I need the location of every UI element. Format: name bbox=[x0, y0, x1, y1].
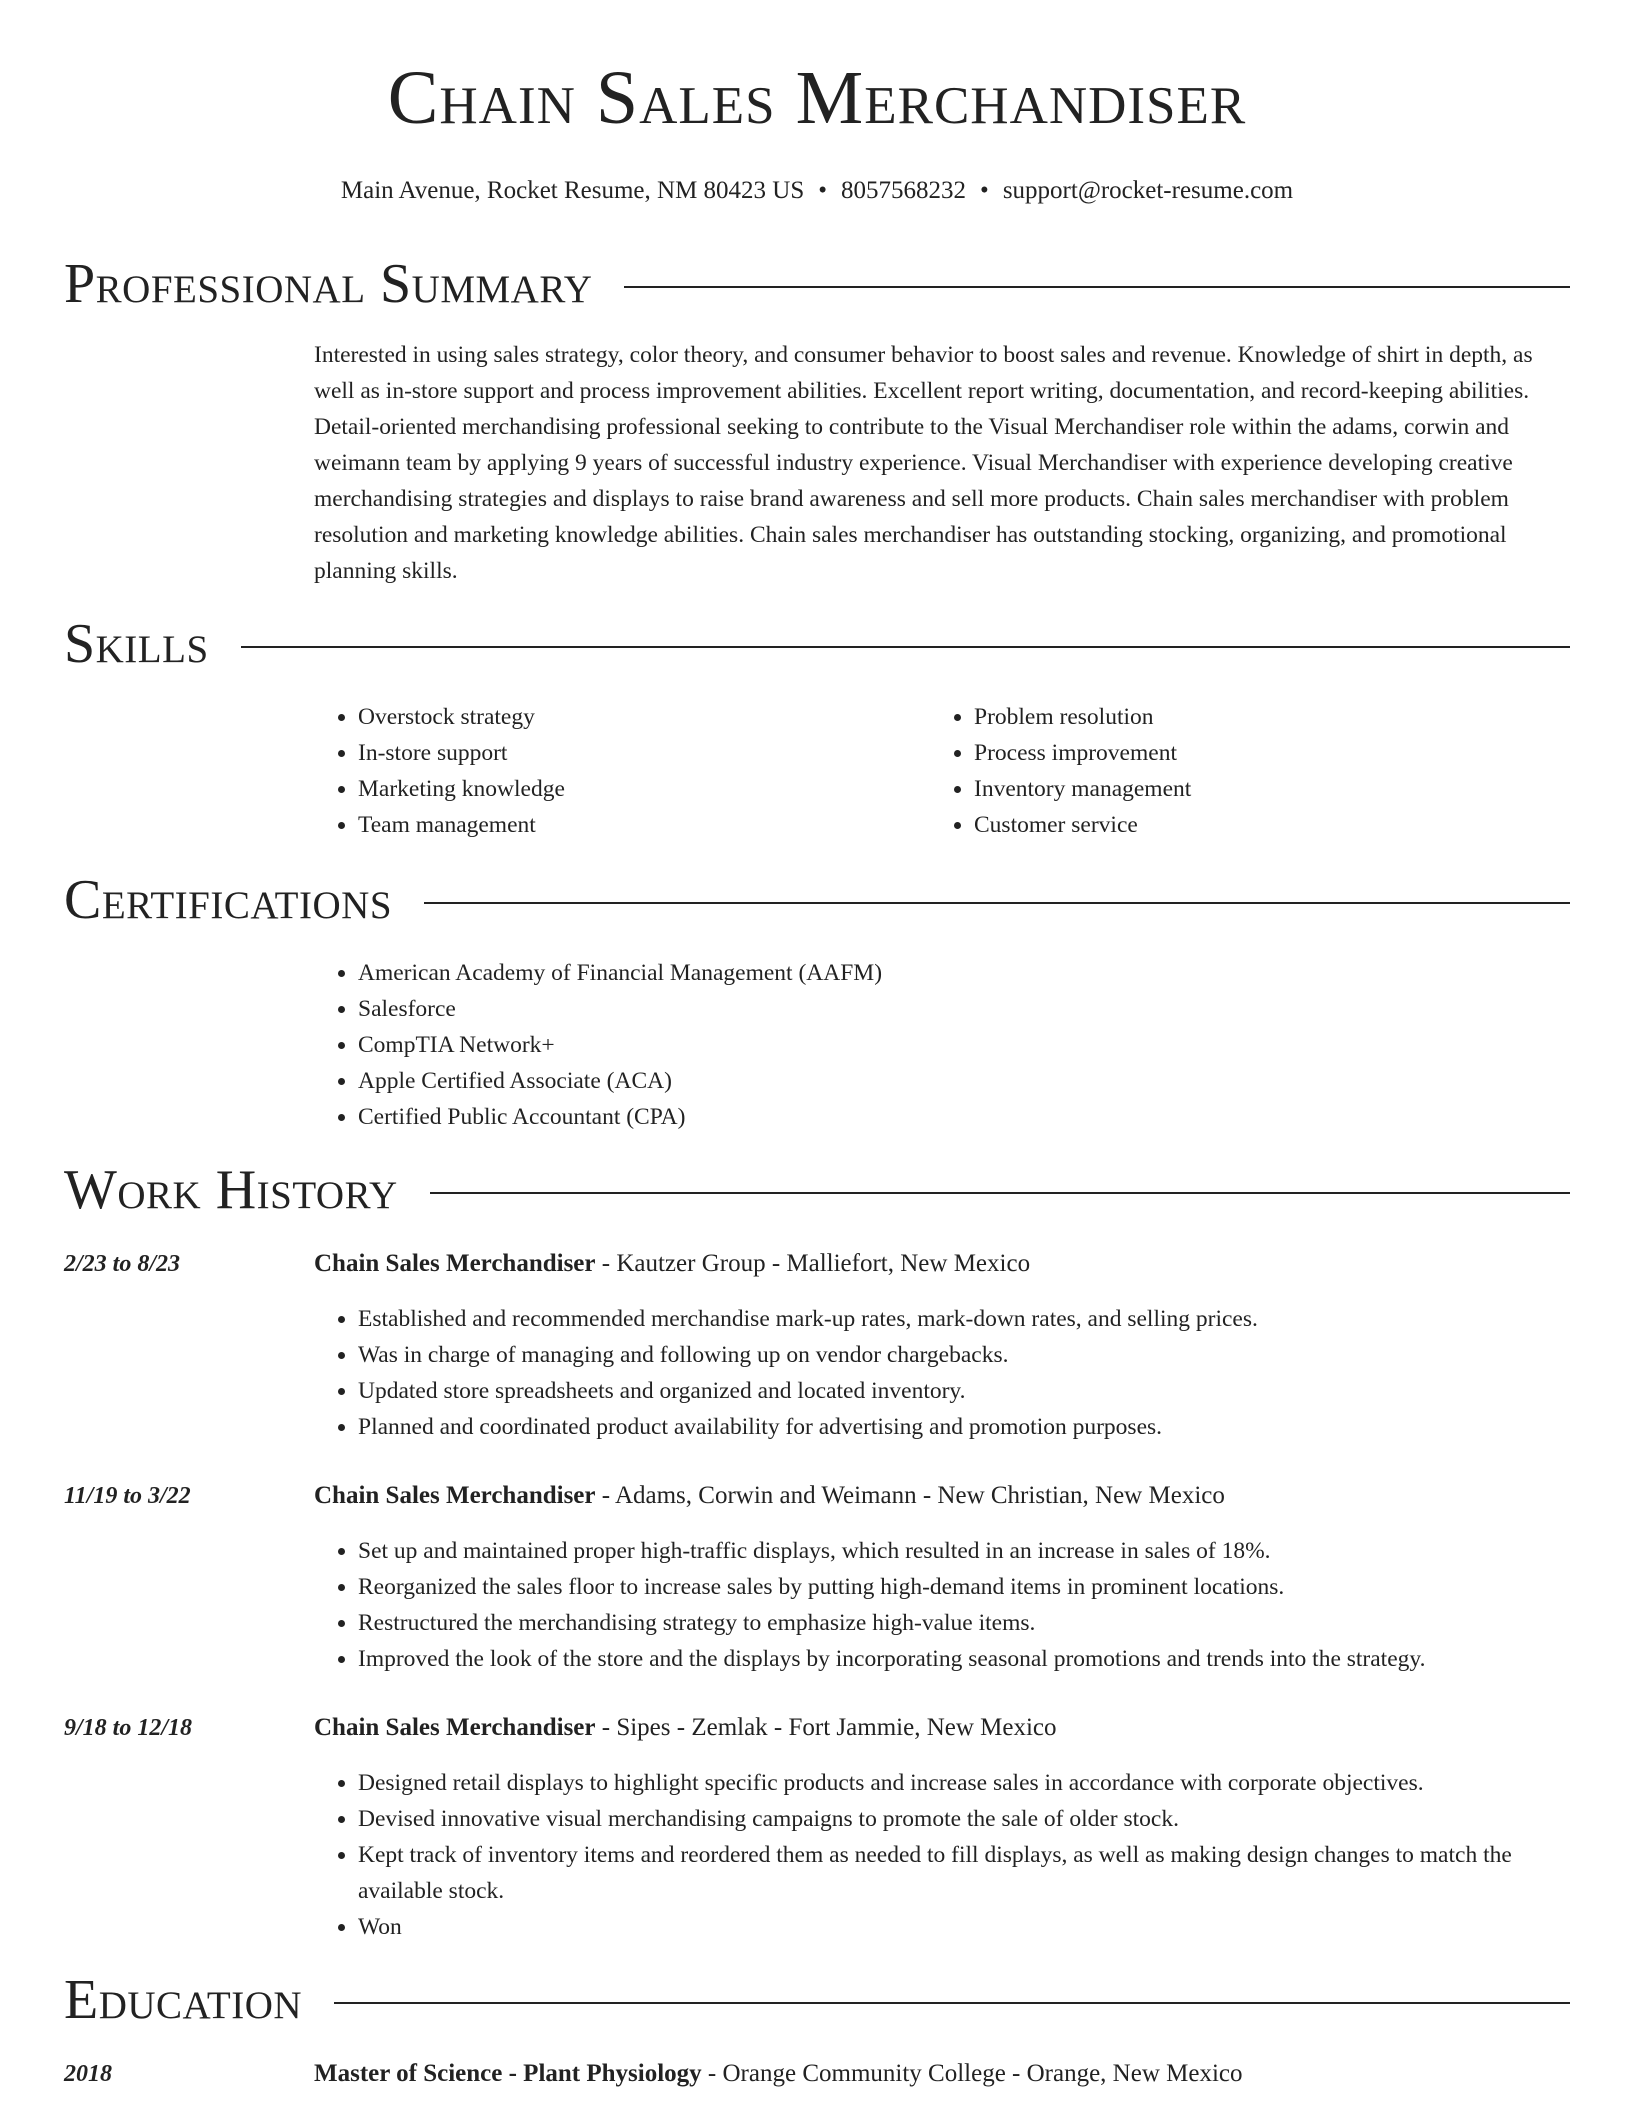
job-duty-item: • Improved the look of the store and the displays by incorporating seasonal promotions and trends into the strategy. bbox=[358, 1641, 1570, 1677]
job-heading bbox=[314, 1246, 1570, 1282]
certification-item: • Apple Certified Associate (ACA) bbox=[358, 1063, 1570, 1099]
section-rule bbox=[430, 1192, 1570, 1194]
certifications-heading: Certifications bbox=[64, 869, 393, 931]
job-duty-item: • Won bbox=[358, 1909, 1570, 1945]
skills-column-right bbox=[930, 699, 1530, 843]
contact-email: support@rocket-resume.com bbox=[1002, 177, 1294, 204]
contact-separator: • bbox=[980, 177, 989, 204]
certifications-list bbox=[314, 955, 1570, 1135]
job-duties bbox=[314, 1533, 1570, 1677]
job-duty-item: • Kept track of inventory items and reordered them as needed to fill displays, as well as making design changes to match the available stock. bbox=[358, 1837, 1570, 1909]
job-heading bbox=[314, 1478, 1570, 1514]
education-entry bbox=[314, 2056, 1570, 2092]
skills-column-left bbox=[314, 699, 914, 843]
skills-list-right bbox=[930, 699, 1530, 843]
skills-list-left bbox=[314, 699, 914, 843]
job-duties-list bbox=[314, 1301, 1570, 1445]
certification-item: • Salesforce bbox=[358, 991, 1570, 1027]
job-dates: 11/19 to 3/22 bbox=[64, 1483, 191, 1509]
job-duty-item: • Designed retail displays to highlight specific products and increase sales in accordance with corporate objectives. bbox=[358, 1765, 1570, 1801]
work-section-header bbox=[64, 1160, 1570, 1220]
job-duty-item: • Updated store spreadsheets and organized and located inventory. bbox=[358, 1373, 1570, 1409]
job-duty-item: • Was in charge of managing and following up on vendor chargebacks. bbox=[358, 1337, 1570, 1373]
section-rule bbox=[334, 2002, 1570, 2004]
certification-item: • Certified Public Accountant (CPA) bbox=[358, 1099, 1570, 1135]
job-duty-item: • Reorganized the sales floor to increase sales by putting high-demand items in prominent locations. bbox=[358, 1569, 1570, 1605]
section-rule bbox=[241, 646, 1570, 648]
summary-text: Interested in using sales strategy, color theory, and consumer behavior to boost sales and revenue. Knowledge of shirt in depth, as well as in-store support and process improvement abilities. Excellent report writing, documentation, and record-keeping abilities. Detail-oriented merchandising professional seeking to contribute to the Visual Merchandiser role within the adams, corwin and weimann team by applying 9 years of successful industry experience. Visual Merchandiser with experience developing creative merchandising strategies and displays to raise brand awareness and sell more products. Chain sales merchandiser with problem resolution and marketing knowledge abilities. Chain sales merchandiser has outstanding stocking, organizing, and promotional planning skills. bbox=[314, 342, 1533, 584]
job-employer-location: - Kautzer Group - Malliefort, New Mexico bbox=[595, 1250, 1031, 1277]
job-title: Chain Sales Merchandiser bbox=[314, 1482, 596, 1509]
certifications-section-header bbox=[64, 870, 1570, 930]
job-duty-item: • Planned and coordinated product availability for advertising and promotion purposes. bbox=[358, 1409, 1570, 1445]
section-rule bbox=[624, 286, 1570, 288]
education-school-location: - Orange Community College - Orange, New Mexico bbox=[701, 2060, 1243, 2087]
summary-section-header bbox=[64, 254, 1570, 314]
job-title: Chain Sales Merchandiser bbox=[314, 1250, 596, 1277]
job-heading bbox=[314, 1710, 1570, 1746]
education-degree: Master of Science - Plant Physiology bbox=[314, 2060, 702, 2087]
job-duty-item: • Set up and maintained proper high-traffic displays, which resulted in an increase in sales of 18%. bbox=[358, 1533, 1570, 1569]
job-dates: 2/23 to 8/23 bbox=[64, 1251, 181, 1277]
skills-heading: Skills bbox=[64, 613, 209, 675]
job-duty-item: • Devised innovative visual merchandising campaigns to promote the sale of older stock. bbox=[358, 1801, 1570, 1837]
skill-item: • Inventory management bbox=[974, 771, 1530, 807]
work-heading: Work History bbox=[64, 1159, 398, 1221]
certification-item: • American Academy of Financial Management (AAFM) bbox=[358, 955, 1570, 991]
skill-item: • Process improvement bbox=[974, 735, 1530, 771]
resume-name: Chain Sales Merchandiser bbox=[387, 56, 1247, 140]
contact-address: Main Avenue, Rocket Resume, NM 80423 US bbox=[340, 177, 805, 204]
contact-separator: • bbox=[818, 177, 828, 204]
education-section-header bbox=[64, 1970, 1570, 2030]
job-employer-location: - Sipes - Zemlak - Fort Jammie, New Mexico bbox=[595, 1714, 1057, 1741]
job-duty-item: • Established and recommended merchandise mark-up rates, mark-down rates, and selling prices. bbox=[358, 1301, 1570, 1337]
education-year: 2018 bbox=[64, 2061, 112, 2087]
section-rule bbox=[424, 902, 1570, 904]
contact-phone: 8057568232 bbox=[841, 177, 967, 204]
job-title: Chain Sales Merchandiser bbox=[314, 1714, 596, 1741]
job-dates: 9/18 to 12/18 bbox=[64, 1715, 193, 1741]
job-duties-list bbox=[314, 1765, 1570, 1945]
contact-line bbox=[64, 176, 1570, 206]
skill-item: • In-store support bbox=[358, 735, 914, 771]
summary-heading: Professional Summary bbox=[64, 253, 593, 315]
education-heading: Education bbox=[64, 1969, 303, 2031]
skill-item: • Team management bbox=[358, 807, 914, 843]
skill-item: • Overstock strategy bbox=[358, 699, 914, 735]
skill-item: • Customer service bbox=[974, 807, 1530, 843]
skill-item: • Problem resolution bbox=[974, 699, 1530, 735]
job-duties bbox=[314, 1301, 1570, 1445]
job-duty-item: • Restructured the merchandising strategy to emphasize high-value items. bbox=[358, 1605, 1570, 1641]
certification-item: • CompTIA Network+ bbox=[358, 1027, 1570, 1063]
certifications-block bbox=[314, 955, 1570, 1135]
job-duties bbox=[314, 1765, 1570, 1945]
job-duties-list bbox=[314, 1533, 1570, 1677]
skill-item: • Marketing knowledge bbox=[358, 771, 914, 807]
skills-section-header bbox=[64, 614, 1570, 674]
job-employer-location: - Adams, Corwin and Weimann - New Christian, New Mexico bbox=[595, 1482, 1225, 1509]
